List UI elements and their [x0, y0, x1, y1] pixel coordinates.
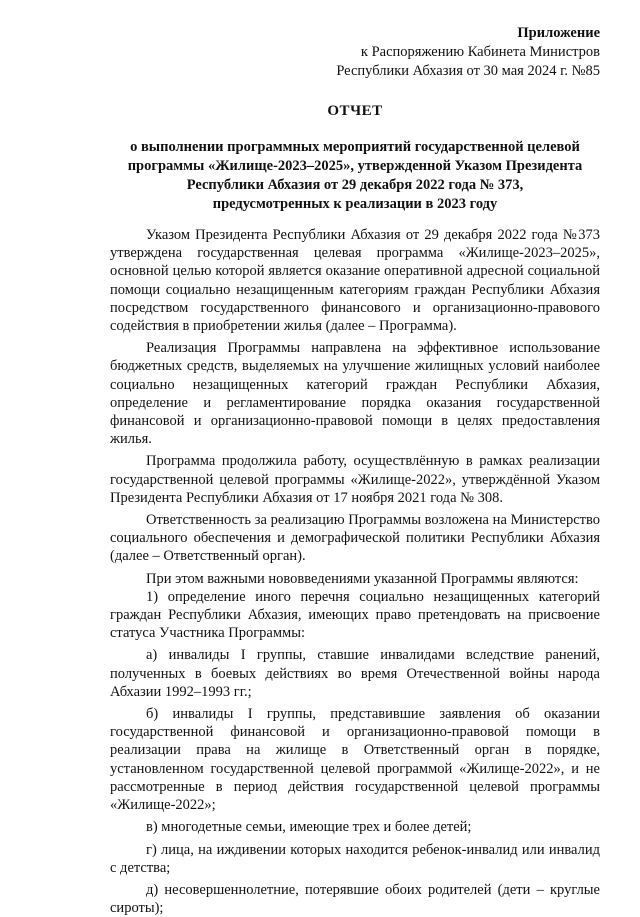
list-item: д) несовершеннолетние, потерявшие обоих родителей (дети – круглые сироты); — [110, 881, 600, 917]
subtitle-line: программы «Жилище-2023–2025», утвержденной Указом Президента — [127, 158, 583, 174]
paragraph: Ответственность за реализацию Программы возложена на Министерство социального обеспечения и демографической политики Республики Абхазия (далее – Ответственный орган). — [110, 512, 600, 565]
paragraph: При этом важными нововведениями указанной Программы являются: — [146, 570, 579, 587]
document-subtitle — [110, 138, 600, 214]
document-title: ОТЧЕТ — [327, 103, 383, 119]
paragraph: Программа продолжила работу, осуществлённую в рамках реализации государственной целевой программы «Жилище-2022», утверждённой Указом Президента Республики Абхазия от 17 ноября 2021 года № 308. — [110, 453, 600, 506]
list-item: г) лица, на иждивении которых находится ребенок-инвалид или инвалид с детства; — [110, 841, 600, 876]
appendix-line-1: к Распоряжению Кабинета Министров — [360, 44, 600, 60]
list-item: б) инвалиды I группы, представившие заявления об оказании государственной финансовой и организационно-правовой помощи в реализации права на жилище в Ответственный орган в порядке, установленном государственной целевой программой «Жилище-2022», и не рассмотренные в период действия государственной целевой программы «Жилище-2022»; — [110, 706, 600, 814]
document-body — [110, 226, 600, 917]
paragraph: Реализация Программы направлена на эффективное использование бюджетных средств, выделяемых на улучшение жилищных условий наиболее социально незащищенных категорий граждан Республики Абхазия, определение и регламентирование порядка оказания государственной финансовой и организационно-правовой помощи в целях предоставления жилья. — [110, 340, 600, 448]
list-item: а) инвалиды I группы, ставшие инвалидами вследствие ранений, полученных в боевых действиях во время Отечественной войны народа Абхазии 1992–1993 гг.; — [110, 647, 600, 700]
paragraph: Указом Президента Республики Абхазия от 29 декабря 2022 года №373 утверждена государственная целевая программа «Жилище-2023–2025», основной целью которой является оказание оперативной адресной социальной помощи социально незащищенным категориям граждан Республики Абхазия посредством государственного финансового и организационно-правового содействия в приобретении жилья (далее – Программа). — [110, 227, 600, 335]
subtitle-line: предусмотренных к реализации в 2023 году — [212, 196, 498, 212]
list-item: в) многодетные семьи, имеющие трех и более детей; — [146, 819, 472, 836]
appendix-title: Приложение — [517, 25, 600, 41]
subtitle-line: о выполнении программных мероприятий государственной целевой — [130, 139, 580, 155]
appendix-header — [110, 24, 600, 81]
appendix-line-2: Республики Абхазия от 30 мая 2024 г. №85 — [336, 63, 600, 79]
list-item: 1) определение иного перечня социально незащищенных категорий граждан Республики Абхазия, имеющих право претендовать на присвоение статуса Участника Программы: — [110, 588, 600, 642]
subtitle-line: Республики Абхазия от 29 декабря 2022 года № 373, — [186, 177, 524, 193]
